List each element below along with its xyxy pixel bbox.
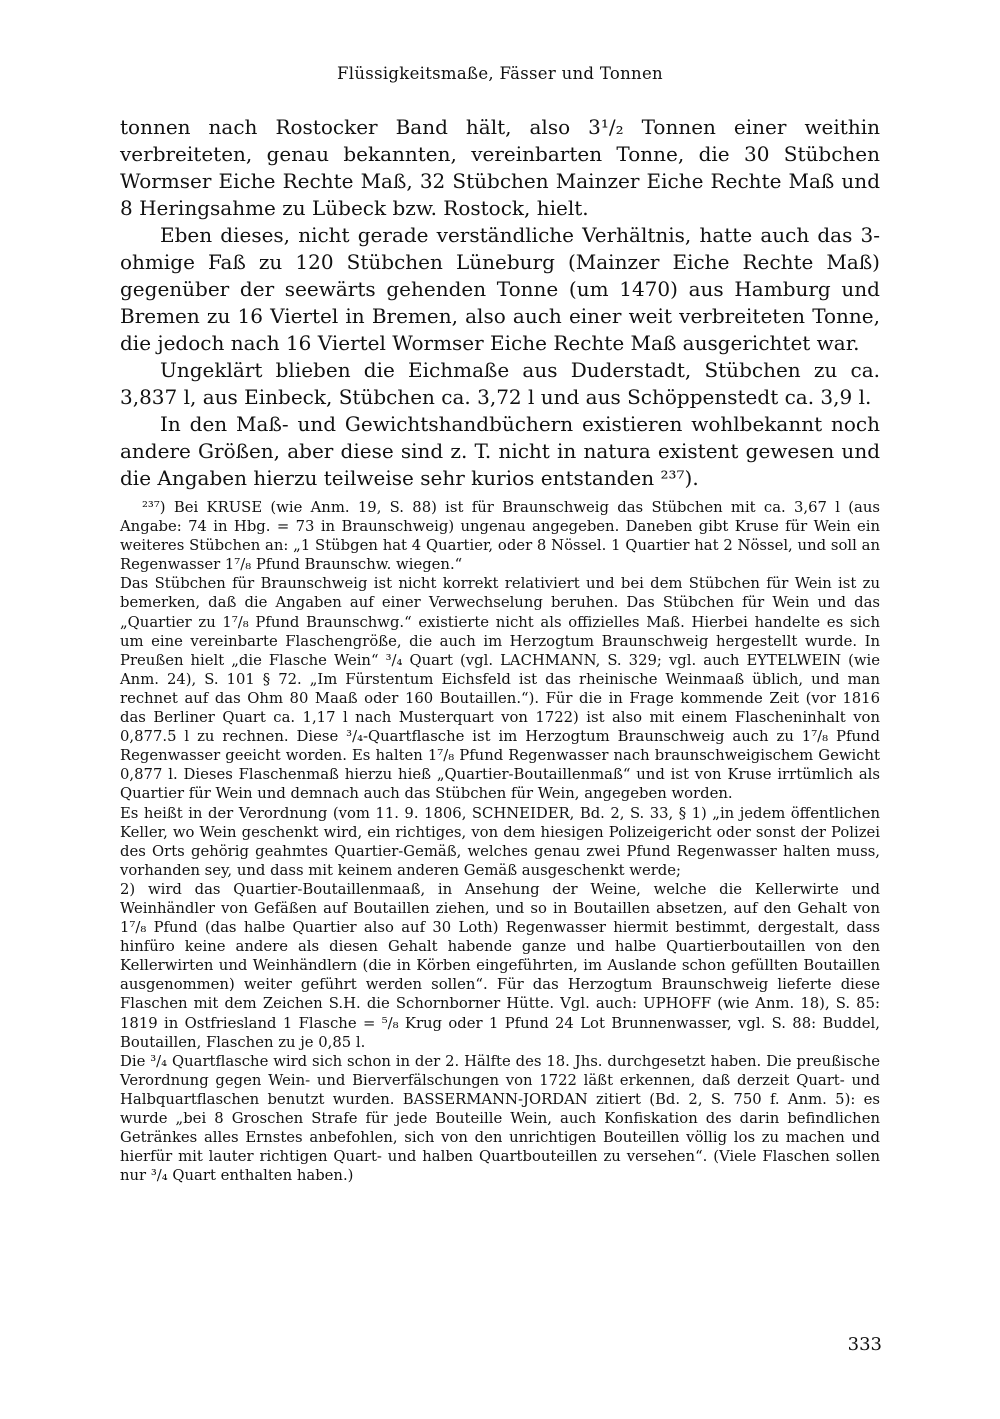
main-text bbox=[120, 114, 880, 492]
page-number: 333 bbox=[847, 1334, 882, 1355]
footnote-paragraph: Das Stübchen für Braunschweig ist nicht korrekt relativiert und bei dem Stübchen für Wein ist zu bemerken, daß die Angaben auf einer Verwechselung beruhen. Das Stübchen für Wein und das „Quartier zu 1⁷/₈ Pfund Braunschwg.“ existierte nicht als offizielles Maß. Hierbei handelte es sich um eine vereinbarte Flaschengröße, die auch im Herzogtum Braunschweig hergestellt wurde. In Preußen hielt „die Flasche Wein“ ³/₄ Quart (vgl. LACHMANN, S. 329; vgl. auch EYTELWEIN (wie Anm. 24), S. 101 § 72. „Im Fürstentum Eichsfeld ist das rheinische Weinmaaß üblich, und man rechnet auf das Ohm 80 Maaß oder 160 Boutaillen.“). Für die in Frage kommende Zeit (vor 1816 das Berliner Quart ca. 1,17 l nach Musterquart von 1722) ist also mit einem Flascheninhalt von 0,877.5 l zu rechnen. Diese ³/₄-Quartflasche ist im Herzogtum Braunschweig auch zu 1⁷/₈ Pfund Regenwasser geeicht worden. Es halten 1⁷/₈ Pfund Regenwasser nach braunschweigischem Gewicht 0,877 l. Dieses Flaschenmaß hierzu hieß „Quartier-Boutaillenmaß“ und ist von Kruse irrtümlich als Quartier für Wein und demnach auch das Stübchen für Wein, angegeben worden. bbox=[120, 575, 880, 803]
main-paragraph: Ungeklärt blieben die Eichmaße aus Duderstadt, Stübchen zu ca. 3,837 l, aus Einbeck, Stübchen ca. 3,72 l und aus Schöppenstedt ca. 3,9 l. bbox=[120, 358, 880, 409]
footnote-paragraph: 2) wird das Quartier-Boutaillenmaaß, in Ansehung der Weine, welche die Kellerwirte und Weinhändler von Gefäßen auf Boutaillen ziehen, und so in Boutaillen absetzen, auf den Gehalt von 1⁷/₈ Pfund (das halbe Quartier also auf 30 Loth) Regenwasser hiermit bestimmt, dergestalt, dass hinfüro keine andere als diesen Gehalt habende ganze und halbe Quartierboutaillen von den Kellerwirten und Weinhändlern (die in Körben eingeführten, im Auslande schon gefüllten Boutaillen ausgenommen) weiter geführt werden sollen“. Für das Herzogtum Braunschweig lieferte diese Flaschen mit dem Zeichen S.H. die Schornborner Hütte. Vgl. auch: UPHOFF (wie Anm. 18), S. 85: 1819 in Ostfriesland 1 Flasche = ⁵/₈ Krug oder 1 Pfund 24 Lot Brunnenwasser, vgl. S. 88: Buddel, Boutaillen, Flaschen zu je 0,85 l. bbox=[120, 880, 880, 1051]
main-paragraph: In den Maß- und Gewichtshandbüchern existieren wohlbekannt noch andere Größen, aber diese sind z. T. nicht in natura existent gewesen und die Angaben hierzu teilweise sehr kurios entstanden ²³⁷). bbox=[120, 412, 880, 490]
footnote-paragraph: ²³⁷) Bei KRUSE (wie Anm. 19, S. 88) ist für Braunschweig das Stübchen mit ca. 3,67 l (aus Angabe: 74 in Hbg. = 73 in Braunschweig) ungenau angegeben. Daneben gibt Kruse für Wein ein weiteres Stübchen an: „1 Stübgen hat 4 Quartier, oder 8 Nössel. 1 Quartier hat 2 Nössel, und soll an Regenwasser 1⁷/₈ Pfund Braunschw. wiegen.“ bbox=[120, 499, 880, 574]
footnote-paragraph: Die ³/₄ Quartflasche wird sich schon in der 2. Hälfte des 18. Jhs. durchgesetzt haben. Die preußische Verordnung gegen Wein- und Bierverfälschungen von 1722 läßt erkennen, daß derzeit Quart- und Halbquartflaschen benutzt wurden. BASSERMANN-JORDAN zitiert (Bd. 2, S. 750 f. Anm. 5): es wurde „bei 8 Groschen Strafe für jede Bouteille Wein, auch Konfiskation des darin befindlichen Getränkes alles Ernstes anbefohlen, sich von den unrichtigen Bouteillen völlig los zu machen und hierfür mit lauter richtigen Quart- und halben Quartbouteillen zu versehen“. (Viele Flaschen sollen nur ³/₄ Quart enthalten haben.) bbox=[120, 1052, 880, 1185]
main-paragraph: Eben dieses, nicht gerade verständliche Verhältnis, hatte auch das 3-ohmige Faß zu 120 Stübchen Lüneburg (Mainzer Eiche Rechte Maß) gegenüber der seewärts gehenden Tonne (um 1470) aus Hamburg und Bremen zu 16 Viertel in Bremen, also auch einer weit verbreiteten Tonne, die jedoch nach 16 Viertel Wormser Eiche Rechte Maß ausgerichtet war. bbox=[120, 223, 880, 355]
footnote-paragraph: Es heißt in der Verordnung (vom 11. 9. 1806, SCHNEIDER, Bd. 2, S. 33, § 1) „in jedem öffentlichen Keller, wo Wein geschenkt wird, ein richtiges, von dem hiesigen Polizeigericht oder sonst der Polizei des Orts gehörig geahmtes Quartier-Gemäß, welches genau zwei Pfund Regenwasser halten muss, vorhanden sey, und dass mit keinem anderen Gemäß ausgeschenkt werde; bbox=[120, 804, 880, 879]
main-paragraph: tonnen nach Rostocker Band hält, also 3¹/₂ Tonnen einer weithin verbreiteten, genau bekannten, vereinbarten Tonne, die 30 Stübchen Wormser Eiche Rechte Maß, 32 Stübchen Mainzer Eiche Rechte Maß und 8 Heringsahme zu Lübeck bzw. Rostock, hielt. bbox=[120, 115, 880, 220]
footnote-block bbox=[120, 498, 880, 1185]
running-title: Flüssigkeitsmaße, Fässer und Tonnen bbox=[337, 64, 663, 83]
